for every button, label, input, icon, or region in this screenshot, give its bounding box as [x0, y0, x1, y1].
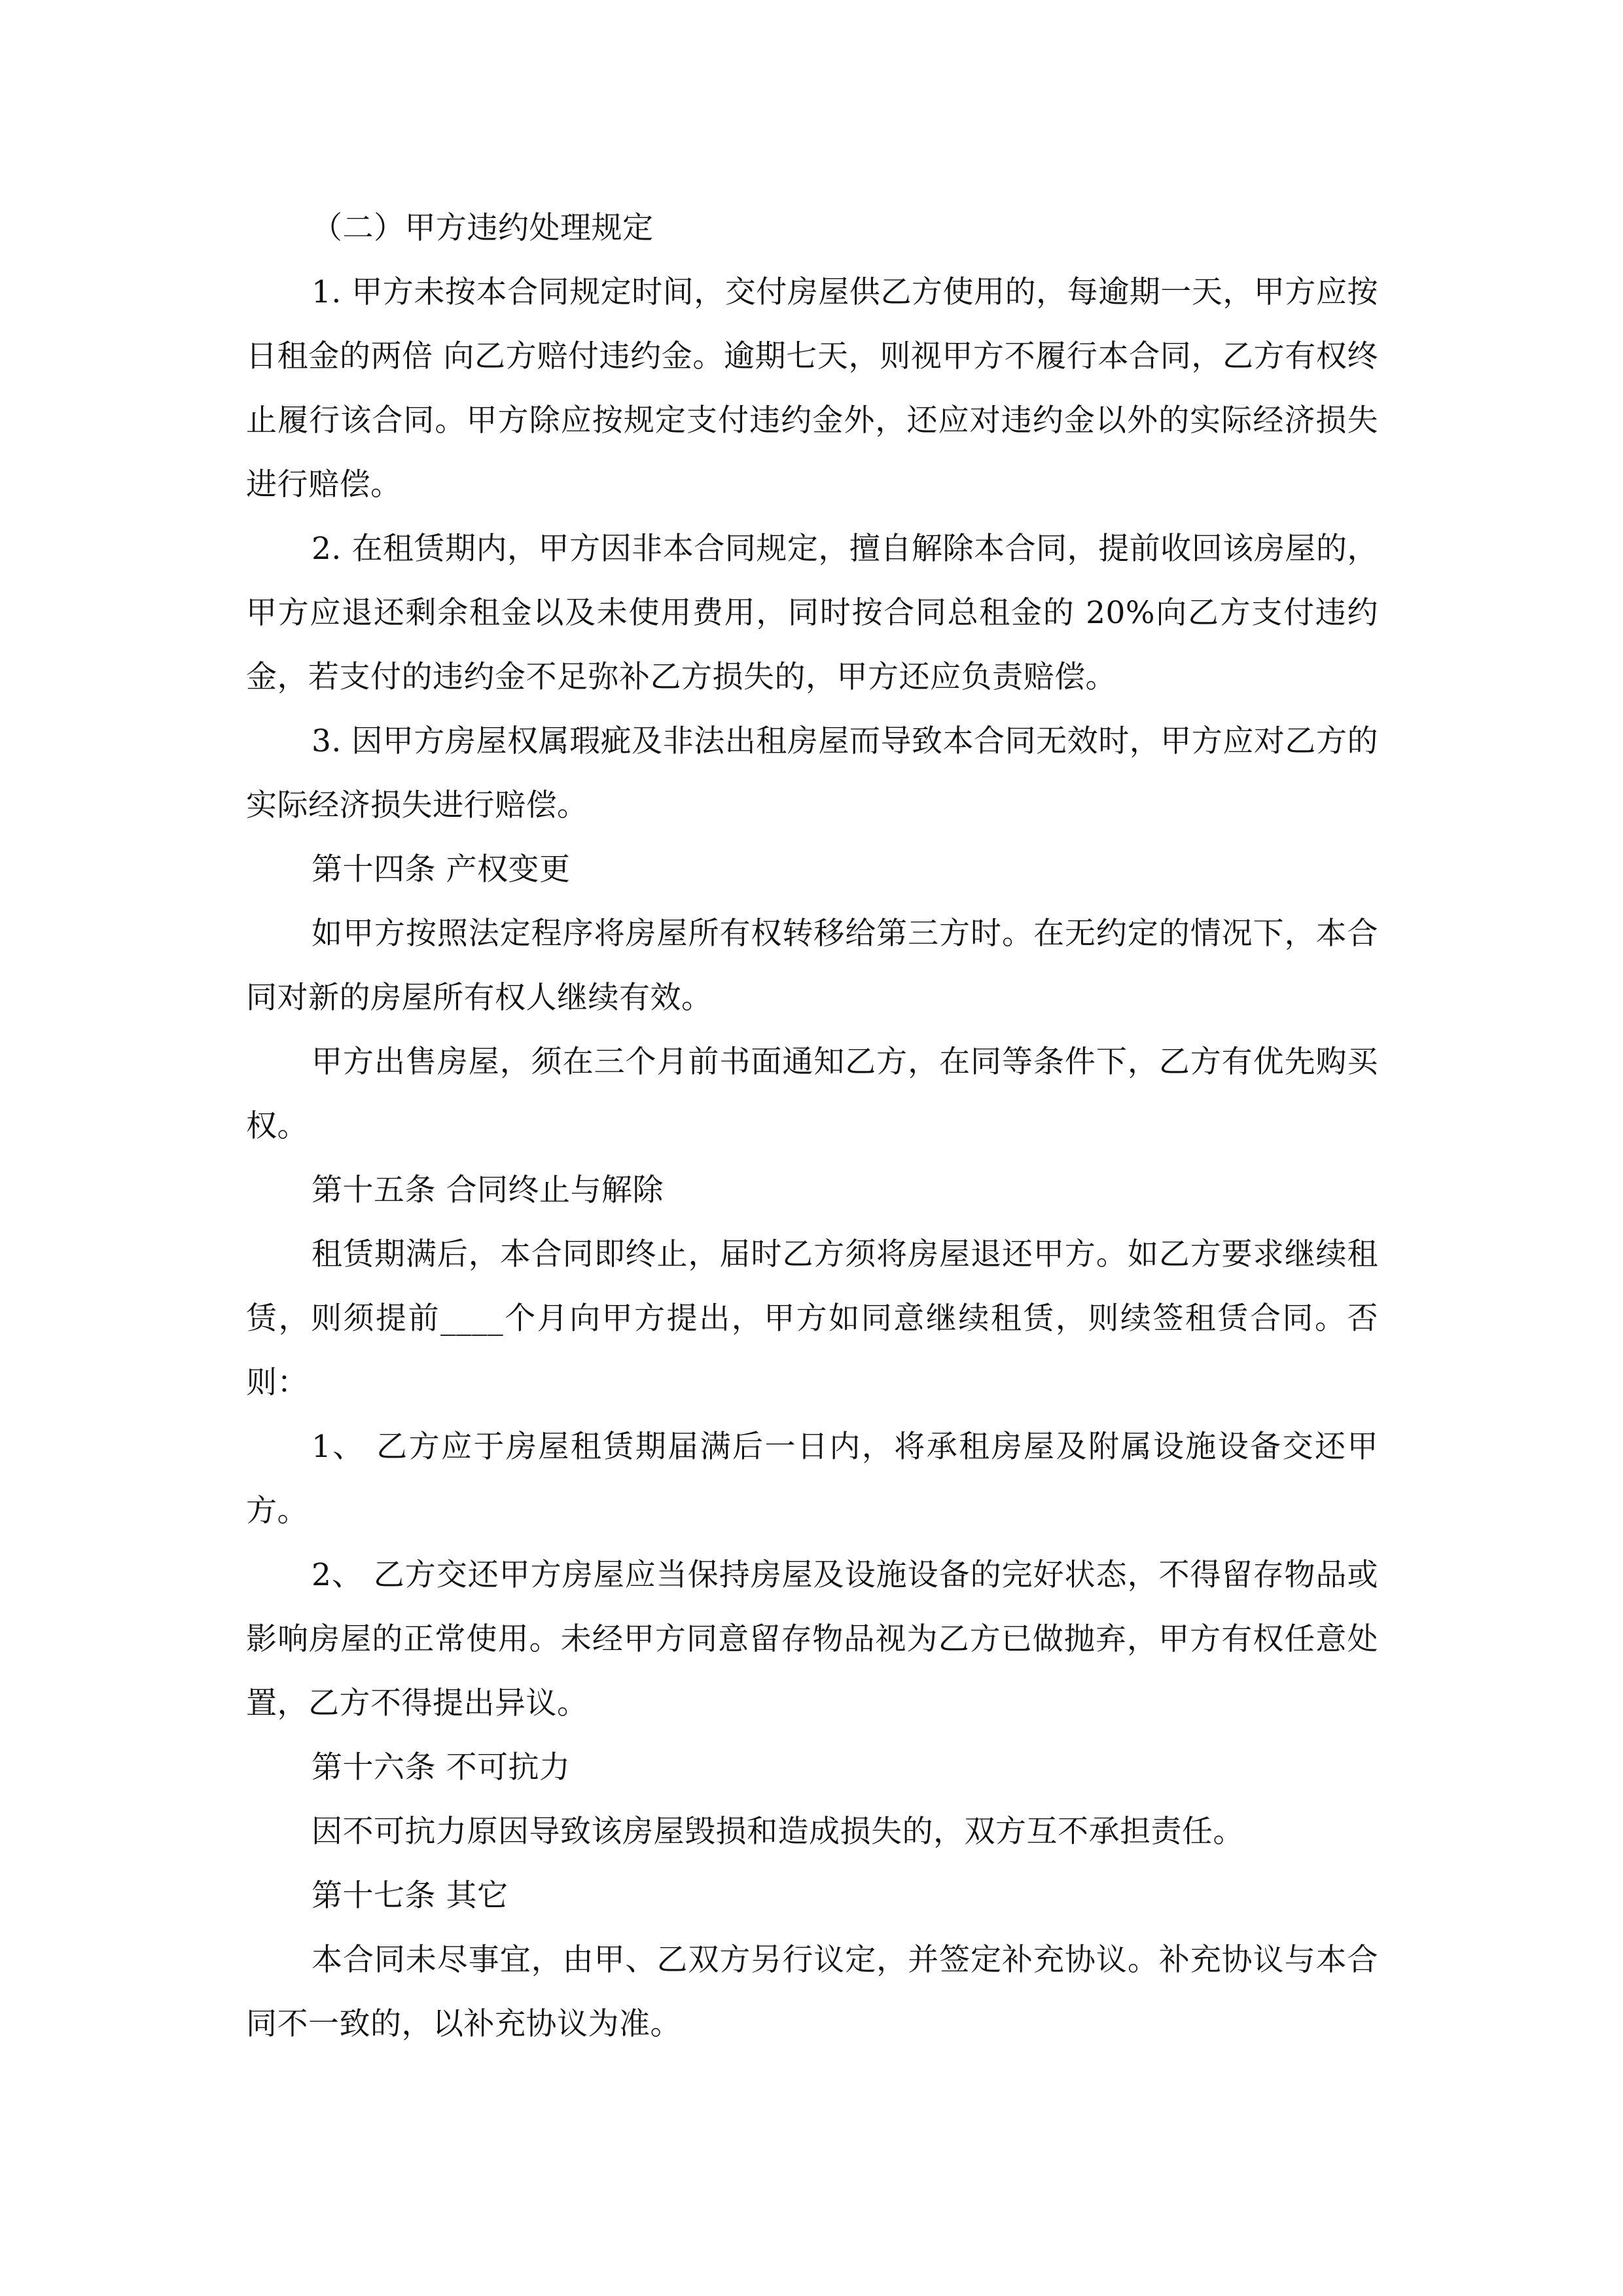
article-14-heading: 第十四条 产权变更: [312, 852, 571, 888]
article-16-heading: 第十六条 不可抗力: [312, 1749, 571, 1785]
clause-2-early-termination: 2. 在租赁期内，甲方因非本合同规定，擅自解除本合同，提前收回该房屋的，甲方应退还剩余租金以及未使用费用，同时按合同总租金的 20%向乙方支付违约金，若支付的违约金不足弥补乙方损失的，甲方还应负责赔偿。: [246, 531, 1378, 695]
contract-body: [246, 196, 1378, 2056]
article-17-paragraph: 本合同未尽事宜，由甲、乙双方另行议定，并签定补充协议。补充协议与本合同不一致的，以补充协议为准。: [246, 1942, 1378, 2042]
article-14-paragraph-1: 如甲方按照法定程序将房屋所有权转移给第三方时。在无约定的情况下，本合同对新的房屋所有权人继续有效。: [246, 916, 1378, 1016]
article-15-heading: 第十五条 合同终止与解除: [312, 1172, 664, 1208]
article-15-paragraph-1: 租赁期满后，本合同即终止，届时乙方须将房屋退还甲方。如乙方要求继续租赁，则须提前____个月向甲方提出，甲方如同意继续租赁，则续签租赁合同。否则：: [246, 1236, 1378, 1401]
article-14-paragraph-2: 甲方出售房屋，须在三个月前书面通知乙方，在同等条件下，乙方有优先购买权。: [246, 1044, 1378, 1144]
article-15-item-1: 1、 乙方应于房屋租赁期届满后一日内，将承租房屋及附属设施设备交还甲方。: [246, 1429, 1378, 1529]
section-heading-party-a-breach: （二）甲方违约处理规定: [312, 210, 654, 246]
article-16-paragraph: 因不可抗力原因导致该房屋毁损和造成损失的，双方互不承担责任。: [312, 1814, 1244, 1850]
article-17-heading: 第十七条 其它: [312, 1878, 508, 1914]
article-15-item-2: 2、 乙方交还甲方房屋应当保持房屋及设施设备的完好状态，不得留存物品或影响房屋的正常使用。未经甲方同意留存物品视为乙方已做抛弃，甲方有权任意处置，乙方不得提出异议。: [246, 1557, 1378, 1721]
clause-1-late-delivery: 1. 甲方未按本合同规定时间，交付房屋供乙方使用的，每逾期一天，甲方应按日租金的两倍 向乙方赔付违约金。逾期七天，则视甲方不履行本合同，乙方有权终止履行该合同。甲方除应按规定支付违约金外，还应对违约金以外的实际经济损失进行赔偿。: [246, 274, 1378, 503]
clause-3-title-defect: 3. 因甲方房屋权属瑕疵及非法出租房屋而导致本合同无效时，甲方应对乙方的实际经济损失进行赔偿。: [246, 723, 1378, 823]
